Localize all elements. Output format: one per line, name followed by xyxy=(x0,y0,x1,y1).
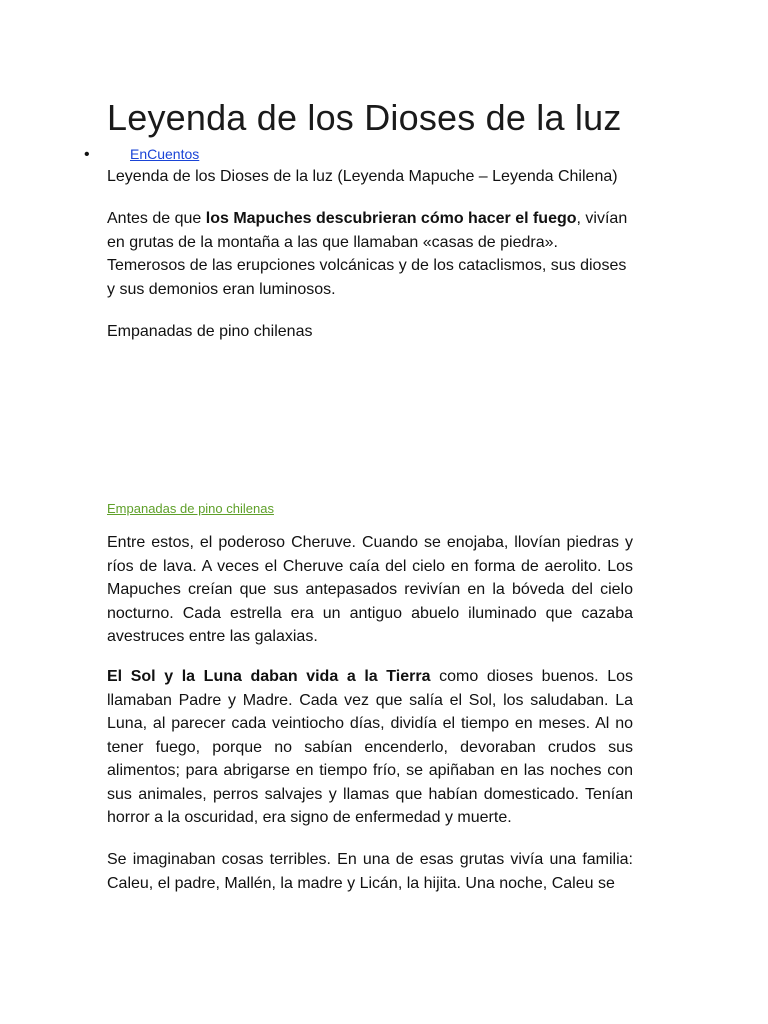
paragraph-intro-start: Antes de que xyxy=(107,210,206,227)
paragraph-sol-luna-rest: como dioses buenos. Los llamaban Padre y Madre. Cada vez que salía el Sol, los saludaban. La Luna, al parecer cada veintiocho días, dividía el tiempo en meses. Al no tener fuego, porque no sabían encenderlo, devoraban crudos sus alimentos; para abrigarse en tiempo frío, se apiñaban en las noches con sus animales, perros salvajes y llamas que habían domesticado. Tenían horror a la oscuridad, era signo de enfermedad y muerte. xyxy=(107,668,634,826)
list-bullet: • xyxy=(84,146,90,163)
paragraph-intro-bold: los Mapuches descubrieran cómo hacer el fuego xyxy=(205,210,577,227)
article-subtitle: Leyenda de los Dioses de la luz (Leyenda Mapuche – Leyenda Chilena) xyxy=(107,168,618,185)
paragraph-intro-rest: , vivían en grutas de la montaña a las que llamaban «casas de piedra». Temerosos de las erupciones volcánicas y de los cataclismos, sus dioses y sus demonios eran luminosos. xyxy=(107,210,628,298)
page-title: Leyenda de los Dioses de la luz xyxy=(107,97,622,138)
paragraph-sol-luna-bold: El Sol y la Luna daban vida a la Tierra xyxy=(107,668,431,685)
paragraph-sol-luna xyxy=(107,665,633,830)
recipe-label: Empanadas de pino chilenas xyxy=(107,323,313,340)
category-link[interactable]: EnCuentos xyxy=(130,146,200,162)
paragraph-intro xyxy=(107,207,633,301)
paragraph-family: Se imaginaban cosas terribles. En una de esas grutas vivía una familia: Caleu, el padre, Mallén, la madre y Licán, la hijita. Una noche, Caleu se xyxy=(107,851,633,892)
paragraph-cheruve: Entre estos, el poderoso Cheruve. Cuando se enojaba, llovían piedras y ríos de lava. A veces el Cheruve caía del cielo en forma de aerolito. Los Mapuches creían que sus antepasados revivían en la bóveda del cielo nocturno. Cada estrella era un antiguo abuelo iluminado que cazaba avestruces entre las galaxias. xyxy=(107,534,633,645)
recipe-link[interactable]: Empanadas de pino chilenas xyxy=(107,501,274,516)
